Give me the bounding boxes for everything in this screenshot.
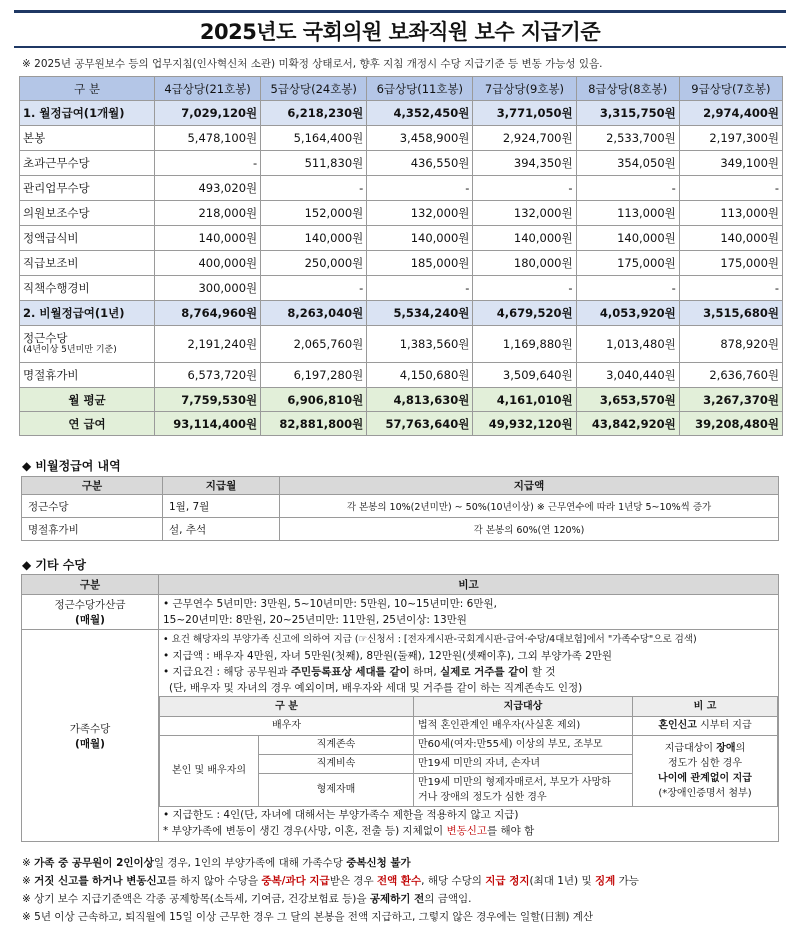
cell-value: 4,161,010원 [473,388,576,412]
row-label [20,326,155,363]
foot-emphasis: 거짓 신고를 하거나 변동신고 [34,875,167,887]
family-sublabel: (매월) [75,737,105,750]
foot-text: 받은 경우 [329,875,377,887]
bonus-header-category: 구분 [22,477,163,495]
foot-emphasis: 전액 환수 [376,875,422,887]
criteria-row [160,717,778,736]
criteria-header-remark: 비 고 [632,697,777,717]
bullet-emphasis: 변동신고 [446,825,488,837]
header-grade-6: 6급상당(11호봉) [367,77,473,101]
row-assistant [20,201,783,226]
bonus-section-title: ◆ 비월정급여 내역 [22,459,121,473]
foot-text: (최대 1년) 및 [529,875,595,887]
header-grade-7: 7급상당(9호봉) [473,77,576,101]
cell-value: 113,000원 [679,201,782,226]
cell-value: - [679,276,782,301]
bullet-text: 하며, [409,666,441,678]
foot-emphasis: 징계 [594,875,616,887]
criteria-header [160,697,778,717]
bonus-category: 정근수당 [22,495,163,518]
row-label: 의원보조수당 [20,201,155,226]
cell-value: 2,197,300원 [679,126,782,151]
foot-text: , 해당 수당의 [421,875,486,887]
cell-value: 113,000원 [576,201,679,226]
row-duty-expense [20,276,783,301]
cell-value: 1,169,880원 [473,326,576,363]
footnote [22,873,639,888]
family-bullet: • 요건 해당자의 부양가족 신고에 의하여 지급 (☞신청서 : [전자게시판-국회게시판-급여·수당/4대보험]에서 "가족수당"으로 검색) [163,634,697,645]
cell-value: 354,050원 [576,151,679,176]
other-header-category: 구분 [22,575,159,595]
row-label: 직급보조비 [20,251,155,276]
remark-text: 시부터 지급 [696,720,752,731]
other-allowance-table [21,574,779,842]
bonus-table-header [22,477,779,495]
foot-emphasis: 가족 중 공무원이 2인이상 [34,857,154,869]
bonus-month: 설, 추석 [163,518,280,541]
other-header-remarks: 비고 [159,575,779,595]
seniority-row [22,595,779,630]
criteria-remark [632,717,777,736]
bonus-row [22,518,779,541]
seniority-line: • 근무연수 5년미만: 3만원, 5~10년미만: 5만원, 10~15년미만: 6만원, [163,598,497,610]
foot-emphasis: 공제하기 전 [369,893,425,905]
cell-value: 140,000원 [679,226,782,251]
cell-value: 394,350원 [473,151,576,176]
title-bottom-rule [14,46,786,48]
cell-value: - [367,276,473,301]
cell-value: 400,000원 [155,251,261,276]
cell-value: 3,315,750원 [576,101,679,126]
remark-text: 지급대상이 [664,743,717,754]
foot-text: 를 하지 않아 수당을 [166,875,262,887]
bullet-emphasis: 실제로 거주를 같이 [440,666,529,678]
row-label: 관리업무수당 [20,176,155,201]
cell-value: 3,771,050원 [473,101,576,126]
foot-text: 가능 [615,875,639,887]
footnote [22,891,471,906]
row-overtime [20,151,783,176]
header-category: 구 분 [20,77,155,101]
family-bullet: (단, 배우자 및 자녀의 경우 예외이며, 배우자와 세대 및 거주를 같이 하는 직계존속도 인정) [169,682,583,694]
cell-value: 140,000원 [261,226,367,251]
foot-text: 의 금액임. [424,893,472,905]
bonus-table [21,476,779,541]
cell-value: 2,974,400원 [679,101,782,126]
cell-value: 175,000원 [679,251,782,276]
other-table-header [22,575,779,595]
cell-value: 1,013,480원 [576,326,679,363]
footnote [22,855,411,870]
bullet-text: 를 해야 함 [487,825,535,837]
cell-value: 2,191,240원 [155,326,261,363]
cell-value: 5,534,240원 [367,301,473,326]
foot-emphasis: 중복/과다 지급 [261,875,330,887]
seniority-remarks [159,595,779,630]
criteria-target: 만19세 미만의 자녀, 손자녀 [413,755,632,774]
row-label: 2. 비월정급여(1년) [20,301,155,326]
criteria-category: 형제자매 [259,774,414,807]
family-label-cell [22,630,159,842]
cell-value: 511,830원 [261,151,367,176]
family-bullet [159,664,778,680]
criteria-category: 배우자 [160,717,414,736]
family-row [22,630,779,842]
other-section-title: ◆ 기타 수당 [22,558,86,572]
criteria-target [413,774,632,807]
foot-text: ※ [22,857,35,869]
cell-value: - [576,176,679,201]
cell-value: 6,906,810원 [261,388,367,412]
cell-value: - [261,276,367,301]
cell-value: 57,763,640원 [367,412,473,436]
criteria-group: 본인 및 배우자의 [160,736,259,807]
seniority-label-cell [22,595,159,630]
remark-line: 정도가 심한 경우 [668,758,742,769]
cell-value: 3,515,680원 [679,301,782,326]
row-label: 명절휴가비 [20,363,155,388]
cell-value: - [473,276,576,301]
cell-value: - [155,151,261,176]
cell-value: 49,932,120원 [473,412,576,436]
cell-value: 3,653,570원 [576,388,679,412]
cell-value: - [576,276,679,301]
criteria-target: 만60세(여자:만55세) 이상의 부모, 조부모 [413,736,632,755]
cell-value: 132,000원 [367,201,473,226]
remark-text: 의 [735,743,746,754]
header-grade-5: 5급상당(24호봉) [261,77,367,101]
criteria-target: 법적 혼인관계인 배우자(사실혼 제외) [413,717,632,736]
cell-value: - [473,176,576,201]
bullet-emphasis: 주민등록표상 세대를 같이 [290,666,410,678]
top-note: ※ 2025년 공무원보수 등의 업무지침(인사혁신처 소관) 미확정 상태로서, 향후 지침 개정시 수당 지급기준 등 변동 가능성 있음. [22,58,603,70]
remark-line: 나이에 관계없이 지급 [658,773,752,784]
cell-value: 39,208,480원 [679,412,782,436]
bonus-category: 명절휴가비 [22,518,163,541]
cell-value: 7,029,120원 [155,101,261,126]
foot-text: 일 경우, 1인의 부양가족에 대해 가족수당 [153,857,347,869]
row-monthly-average [20,388,783,412]
bonus-month: 1월, 7월 [163,495,280,518]
criteria-header-target: 지급대상 [413,697,632,717]
cell-value: - [367,176,473,201]
cell-value: 93,114,400원 [155,412,261,436]
seniority-label: 정근수당가산금 [54,599,126,611]
cell-value: 349,100원 [679,151,782,176]
cell-value: 2,924,700원 [473,126,576,151]
cell-value: 7,759,530원 [155,388,261,412]
row-annual-pay [20,412,783,436]
cell-value: 2,533,700원 [576,126,679,151]
cell-value: 878,920원 [679,326,782,363]
cell-value: 436,550원 [367,151,473,176]
cell-value: 8,764,960원 [155,301,261,326]
row-meal [20,226,783,251]
bonus-row [22,495,779,518]
cell-value: - [679,176,782,201]
cell-value: 4,053,920원 [576,301,679,326]
cell-value: 140,000원 [367,226,473,251]
cell-value: 185,000원 [367,251,473,276]
row-label: 직책수행경비 [20,276,155,301]
header-grade-4: 4급상당(21호봉) [155,77,261,101]
cell-value: 8,263,040원 [261,301,367,326]
criteria-category: 직계존속 [259,736,414,755]
cell-value: 4,150,680원 [367,363,473,388]
cell-value: 3,040,440원 [576,363,679,388]
cell-value: 3,458,900원 [367,126,473,151]
family-bullet: • 지급액 : 배우자 4만원, 자녀 5만원(첫째), 8만원(둘째), 12만원(셋째이후), 그외 부양가족 2만원 [163,650,613,662]
cell-value: 5,478,100원 [155,126,261,151]
row-label: 본봉 [20,126,155,151]
family-label: 가족수당 [69,722,111,735]
cell-value: 140,000원 [473,226,576,251]
cell-value: 140,000원 [155,226,261,251]
family-bullet [159,823,778,839]
row-label: 월 평균 [20,388,155,412]
cell-value: 1,383,560원 [367,326,473,363]
family-remarks [159,630,779,842]
criteria-remark [632,736,777,807]
row-sublabel: (4년이상 5년미만 기준) [23,345,117,355]
page-title: 2025년도 국회의원 보좌직원 보수 지급기준 [199,20,601,44]
title-top-rule [14,10,786,13]
foot-text: ※ [22,875,35,887]
cell-value: 250,000원 [261,251,367,276]
cell-value: 2,636,760원 [679,363,782,388]
criteria-row [160,736,778,755]
cell-value: 6,197,280원 [261,363,367,388]
family-criteria-table [159,696,778,807]
cell-value: 300,000원 [155,276,261,301]
cell-value: 3,509,640원 [473,363,576,388]
cell-value: - [261,176,367,201]
seniority-line: 15~20년미만: 8만원, 20~25년미만: 11만원, 25년이상: 13만원 [163,614,467,626]
cell-value: 2,065,760원 [261,326,367,363]
target-line: 거나 장애의 정도가 심한 경우 [417,792,547,803]
criteria-category: 직계비속 [259,755,414,774]
family-bullet: • 지급한도 : 4인(단, 자녀에 대해서는 부양가족수 제한을 적용하지 않고 지급) [163,809,519,821]
row-grade-allowance [20,251,783,276]
row-label: 정액급식비 [20,226,155,251]
bullet-text: * 부양가족에 변동이 생긴 경우(사망, 이혼, 전출 등) 지체없이 [163,825,447,837]
row-diligence [20,326,783,363]
remark-line: (*장애인증명서 첨부) [658,788,752,799]
criteria-header-category: 구 분 [160,697,414,717]
cell-value: 140,000원 [576,226,679,251]
foot-emphasis: 지급 정지 [485,875,530,887]
target-line: 만19세 미만의 형제자매로서, 부모가 사망하 [417,777,611,788]
cell-value: 152,000원 [261,201,367,226]
cell-value: 3,267,370원 [679,388,782,412]
bonus-header-amount: 지급액 [280,477,779,495]
header-grade-9: 9급상당(7호봉) [679,77,782,101]
row-label: 1. 월정급여(1개월) [20,101,155,126]
cell-value: 180,000원 [473,251,576,276]
foot-text: ※ 상기 보수 지급기준액은 각종 공제항목(소득세, 기여금, 건강보험료 등)을 [22,893,370,905]
row-management [20,176,783,201]
salary-table [19,76,783,436]
cell-value: 175,000원 [576,251,679,276]
bullet-text: 할 것 [528,666,556,678]
row-nonmonthly-total [20,301,783,326]
cell-value: 82,881,800원 [261,412,367,436]
header-grade-8: 8급상당(8호봉) [576,77,679,101]
salary-table-header [20,77,783,101]
cell-value: 132,000원 [473,201,576,226]
row-label: 초과근무수당 [20,151,155,176]
cell-value: 4,679,520원 [473,301,576,326]
seniority-sublabel: (매월) [75,614,105,626]
cell-value: 6,573,720원 [155,363,261,388]
remark-emphasis: 장애 [716,743,736,754]
bullet-text: • 지급요건 : 해당 공무원과 [163,666,291,678]
cell-value: 493,020원 [155,176,261,201]
remark-emphasis: 혼인신고 [658,720,697,731]
footnote: ※ 5년 이상 근속하고, 퇴직월에 15일 이상 근무한 경우 그 달의 본봉을 전액 지급하고, 그렇지 않은 경우에는 일할(日割) 계산 [22,911,594,923]
cell-value: 6,218,230원 [261,101,367,126]
row-label-text: 정근수당 [23,331,68,345]
remark-line [637,741,773,756]
row-label: 연 급여 [20,412,155,436]
bonus-amount: 각 본봉의 60%(연 120%) [280,518,779,541]
bonus-header-month: 지급월 [163,477,280,495]
cell-value: 43,842,920원 [576,412,679,436]
row-monthly-total [20,101,783,126]
cell-value: 5,164,400원 [261,126,367,151]
row-base-pay [20,126,783,151]
cell-value: 4,352,450원 [367,101,473,126]
bonus-amount: 각 본봉의 10%(2년미만) ~ 50%(10년이상) ※ 근무연수에 따라 1년당 5~10%씩 증가 [280,495,779,518]
foot-emphasis: 중복신청 불가 [346,857,411,869]
cell-value: 4,813,630원 [367,388,473,412]
row-holiday-bonus [20,363,783,388]
cell-value: 218,000원 [155,201,261,226]
